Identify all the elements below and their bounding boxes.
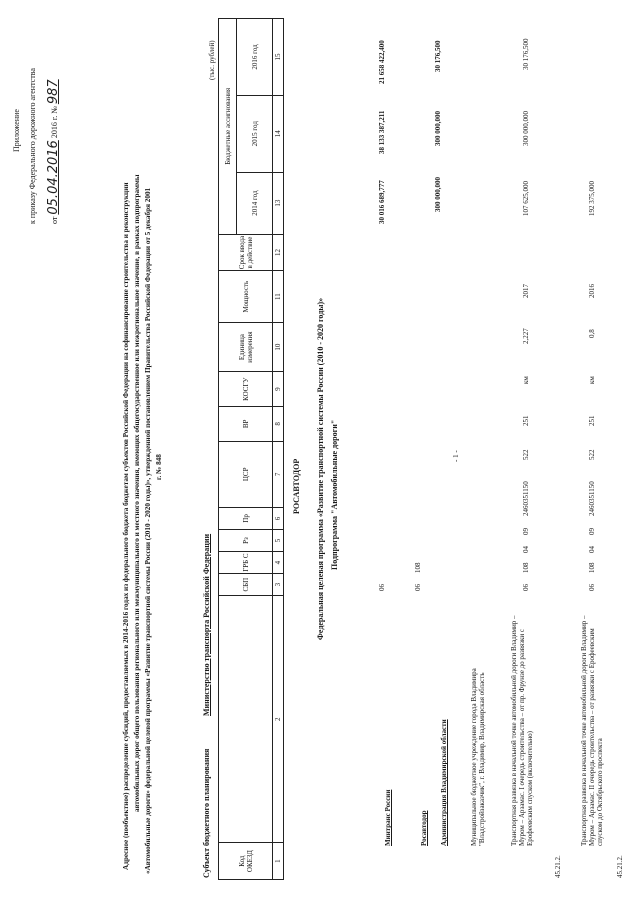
row-obj2-grbs: 108: [588, 562, 596, 573]
row-mintrans-2016: 21 658 422,400: [378, 40, 386, 84]
row-mintrans-2015: 38 133 387,211: [378, 110, 386, 154]
row-obj2-vr: 522: [588, 449, 596, 460]
handwritten-date: 05.04.2016: [46, 140, 61, 215]
row-obj2-2014: 192 375,000: [588, 181, 596, 216]
row-obj1-sbp: 06: [522, 584, 530, 591]
th-unit: Единица измерения: [219, 322, 273, 371]
row-rosavtodor-grbs: 108: [414, 562, 422, 573]
th-num-11: 11: [273, 271, 284, 323]
th-2016: 2016 год: [237, 19, 273, 96]
appendix-title: Приложение: [12, 109, 21, 152]
row-obj1-csr: 2460351150: [522, 481, 530, 516]
row-obj1-name: Транспортная развязка в начальной точке автомобильной дороги Владимир – Муром – Арзамас. I очередь строительства – от пр. Фрунзе до развязки с Ерофеевским спуском (включительно): [510, 615, 535, 846]
th-num-10: 10: [273, 322, 284, 371]
th-sbp: СБП: [219, 574, 273, 596]
row-obj1-vr: 522: [522, 449, 530, 460]
row-mintrans-name: Минтранс России: [384, 789, 392, 846]
row-obj1-rz: 04: [522, 546, 530, 553]
row-obj2-sbp: 06: [588, 584, 596, 591]
th-num-2: 2: [273, 596, 284, 843]
date-mid: 2016 г. №: [50, 106, 59, 139]
handwritten-number: 987: [46, 79, 61, 105]
heading-line-2: автомобильных дорог общего пользования регионального или межмуниципального и местного значения, имеющих общегосударственное или межрегиональное значение, в рамках подпрограммы: [133, 174, 141, 812]
th-num-6: 6: [273, 507, 284, 529]
row-vladimir-2016: 30 176,500: [434, 40, 442, 72]
row-obj1-2014: 107 625,000: [522, 181, 530, 216]
heading-line-1: Адресное (пообъектное) распределение субсидий, предоставляемых в 2014-2016 годах из федерального бюджета бюджетам субъектов Российской Федерации на софинансирование строительства и реконструкции: [122, 182, 130, 870]
row-obj2-power: 0,8: [588, 329, 596, 338]
th-code: Код ОКЕЗД: [219, 843, 273, 880]
th-2014: 2014 год: [237, 172, 273, 234]
row-obj2-rz: 04: [588, 546, 596, 553]
row-obj1-code: 45.21.2.: [554, 855, 562, 878]
th-csr: ЦСР: [219, 441, 273, 507]
row-obj2-pr: 09: [588, 528, 596, 535]
row-rosavtodor-name: Росавтодор: [420, 810, 428, 846]
row-institution-name: Муниципальное бюджетное учреждение города Владимира "Владстройзаказчик", г. Владимир, Владимирская область: [470, 668, 487, 846]
th-vr: ВР: [219, 407, 273, 442]
row-mintrans-sbp: 06: [378, 584, 386, 591]
th-num-15: 15: [273, 19, 284, 96]
row-obj1-pr: 09: [522, 528, 530, 535]
th-num-14: 14: [273, 95, 284, 172]
th-pr: Пр: [219, 507, 273, 529]
row-obj2-term: 2016: [588, 284, 596, 298]
heading-line-4: г. № 848: [155, 454, 163, 480]
th-num-7: 7: [273, 441, 284, 507]
section-rosavtodor: РОСАВТОДОР: [292, 458, 301, 514]
th-grbs: ГРБ С: [219, 552, 273, 574]
row-obj1-unit: км: [522, 376, 530, 384]
row-obj1-grbs: 108: [522, 562, 530, 573]
row-obj2-csr: 2460351150: [588, 481, 596, 516]
th-num-13: 13: [273, 172, 284, 234]
th-term: Срок ввода в действие: [219, 234, 273, 271]
row-obj2-code: 45.21.2.: [616, 855, 624, 878]
row-vladimir-2014: 300 000,000: [434, 177, 442, 212]
th-power: Мощность: [219, 271, 273, 323]
section-program: Федеральная целевая программа «Развитие транспортной системы России (2010 - 2020 годы)»: [316, 297, 325, 640]
th-rz: Рз: [219, 529, 273, 551]
page-marker: - 1 -: [452, 450, 460, 462]
row-obj1-term: 2017: [522, 284, 530, 298]
th-num-12: 12: [273, 234, 284, 271]
th-num-3: 3: [273, 574, 284, 596]
row-obj2-unit: км: [588, 376, 596, 384]
row-vladimir-2015: 300 000,000: [434, 111, 442, 146]
row-obj1-power: 2,227: [522, 328, 530, 344]
row-obj2-name: Транспортная развязка в начальной точке автомобильной дороги Владимир – Муром – Арзамас. II очередь строительства – от развязки с Ерофеевским спуском до Октябрьского проспекта: [580, 615, 605, 846]
th-2015: 2015 год: [237, 95, 273, 172]
th-budget: Бюджетные ассигнования: [219, 19, 237, 235]
section-subprogram: Подпрограмма "Автомобильные дороги": [330, 419, 339, 570]
subject-value: Министерство транспорта Российской Федерации: [202, 533, 211, 716]
row-obj1-kosgu: 251: [522, 415, 530, 426]
row-obj2-kosgu: 251: [588, 415, 596, 426]
th-kosgu: КОСГУ: [219, 372, 273, 407]
subject-label: Субъект бюджетного планирования: [202, 748, 211, 878]
th-num-4: 4: [273, 552, 284, 574]
th-num-9: 9: [273, 372, 284, 407]
th-num-1: 1: [273, 843, 284, 880]
row-rosavtodor-sbp: 06: [414, 584, 422, 591]
row-obj1-2016: 30 176,500: [522, 38, 530, 70]
header-table: [218, 18, 284, 880]
units-label: (тыс. рублей): [208, 40, 216, 80]
th-name: [219, 596, 273, 843]
th-num-5: 5: [273, 529, 284, 551]
th-num-8: 8: [273, 407, 284, 442]
row-obj1-2015: 300 000,000: [522, 111, 530, 146]
rotated-document-sheet: [10, 12, 630, 892]
appendix-line: к приказу Федерального дорожного агентства: [28, 68, 37, 224]
row-vladimir-name: Администрация Владимирской области: [440, 719, 448, 846]
row-mintrans-2014: 30 016 689,777: [378, 180, 386, 224]
date-prefix: от: [50, 216, 59, 224]
heading-line-3: «Автомобильные дороги» федеральной целевой программы «Развитие транспортной системы России (2010 - 2020 годы)», утвержденной постановлением Правительства Российской Федерации от 5 декабря 2001: [144, 187, 152, 874]
appendix-date-line: [46, 79, 61, 224]
